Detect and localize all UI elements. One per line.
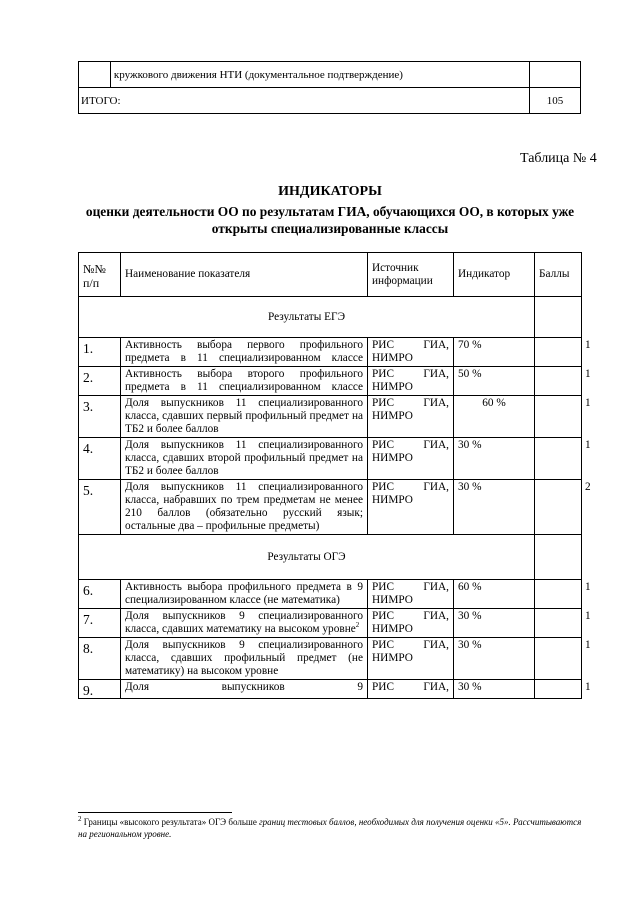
section-row-ege [79,297,582,338]
footnote-text: Границы «высокого результата» ОГЭ больше [81,817,260,827]
row-indicator: 30 % [454,638,535,680]
header-source: Источник информации [368,253,454,297]
header-points: Баллы [535,253,582,297]
total-value: 105 [530,88,581,114]
row-points: 1 [535,580,582,609]
row-name: Доля выпускников 11 специализированного класса, сдавших первый профильный предмет на ТБ2 и более баллов [121,396,368,438]
footnote [78,816,583,840]
table-row [79,480,582,535]
table-row [79,638,582,680]
row-name: Доля выпускников 9 специализированного класса, сдавших профильный предмет (не математику) на высоком уровне [121,638,368,680]
table-cell [530,62,581,88]
table-row [79,680,582,699]
table-cell [535,297,582,338]
total-row [79,88,581,114]
table-header-row [79,253,582,297]
row-source: РИС ГИА, НИМРО [368,367,454,396]
table-cell [535,535,582,580]
table-row [79,396,582,438]
footnote-mark: 2 [78,815,82,823]
row-indicator: 30 % [454,609,535,638]
table-number: Таблица № 4 [520,151,597,166]
row-name: Активность выбора второго профильного предмета в 11 специализированном классе [121,367,368,396]
row-points: 1 [535,680,582,699]
previous-table-end [78,61,581,114]
row-name: Доля выпускников 11 специализированного класса, сдавших второй профильный предмет на ТБ2 и более баллов [121,438,368,480]
row-source: РИС ГИА, НИМРО [368,438,454,480]
table-cell: кружкового движения НТИ (документальное подтверждение) [110,62,529,88]
row-name [121,609,368,638]
table-row [79,338,582,367]
row-name: Доля выпускников 11 специализированного класса, набравших по трем предметам не менее 210 баллов (обязательно русский язык; остальные два – профильные предметы) [121,480,368,535]
header-indicator: Индикатор [454,253,535,297]
indicators-table [78,252,591,699]
row-points: 1 [535,609,582,638]
row-source: РИС ГИА, НИМРО [368,638,454,680]
document-title: ИНДИКАТОРЫ [278,184,382,199]
row-indicator: 30 % [454,680,535,699]
section-row-oge [79,535,582,580]
row-indicator: 60 % [454,396,535,438]
row-num: 2. [79,367,121,396]
table-row [79,609,582,638]
document-subtitle: оценки деятельности ОО по результатам ГИА, обучающихся ОО, в которых уже открыты специализированные классы [85,204,575,236]
row-points: 1 [535,438,582,480]
row-indicator: 60 % [454,580,535,609]
row-source: РИС ГИА, НИМРО [368,396,454,438]
section-title: Результаты ЕГЭ [79,297,535,338]
row-indicator: 30 % [454,480,535,535]
row-num: 3. [79,396,121,438]
row-points: 2 [535,480,582,535]
total-label: ИТОГО: [79,88,530,114]
section-title: Результаты ОГЭ [79,535,535,580]
row-points: 1 [535,638,582,680]
table-cell [79,62,111,88]
row-source: РИС ГИА, НИМРО [368,338,454,367]
row-indicator: 30 % [454,438,535,480]
table-row [79,438,582,480]
footnote-ref: 2 [355,621,360,630]
row-num: 4. [79,438,121,480]
row-source: РИС ГИА, НИМРО [368,480,454,535]
row-source: РИС ГИА, НИМРО [368,609,454,638]
table-row [79,580,582,609]
footnote-text-italic: границ тестовых баллов, необходимых для получения оценки «5». Рассчитываются на региональном уровне. [78,817,582,839]
footnote-separator [78,812,232,813]
row-num: 1. [79,338,121,367]
header-name: Наименование показателя [121,253,368,297]
row-name: Доля выпускников 9 [121,680,368,699]
row-points: 1 [535,338,582,367]
row-source: РИС ГИА, НИМРО [368,580,454,609]
row-num: 5. [79,480,121,535]
table-row [79,367,582,396]
row-source: РИС ГИА, [368,680,454,699]
row-name-text: Доля выпускников 9 специализированного класса, сдавших математику на высоком уровне [125,610,363,635]
row-indicator: 70 % [454,338,535,367]
row-indicator: 50 % [454,367,535,396]
row-num: 8. [79,638,121,680]
row-points: 1 [535,367,582,396]
row-num: 7. [79,609,121,638]
row-points: 1 [535,396,582,438]
table-row [79,62,581,88]
row-num: 9. [79,680,121,699]
header-num: №№ п/п [79,253,121,297]
row-name: Активность выбора профильного предмета в 9 специализированном классе (не математика) [121,580,368,609]
row-num: 6. [79,580,121,609]
row-name: Активность выбора первого профильного предмета в 11 специализированном классе [121,338,368,367]
